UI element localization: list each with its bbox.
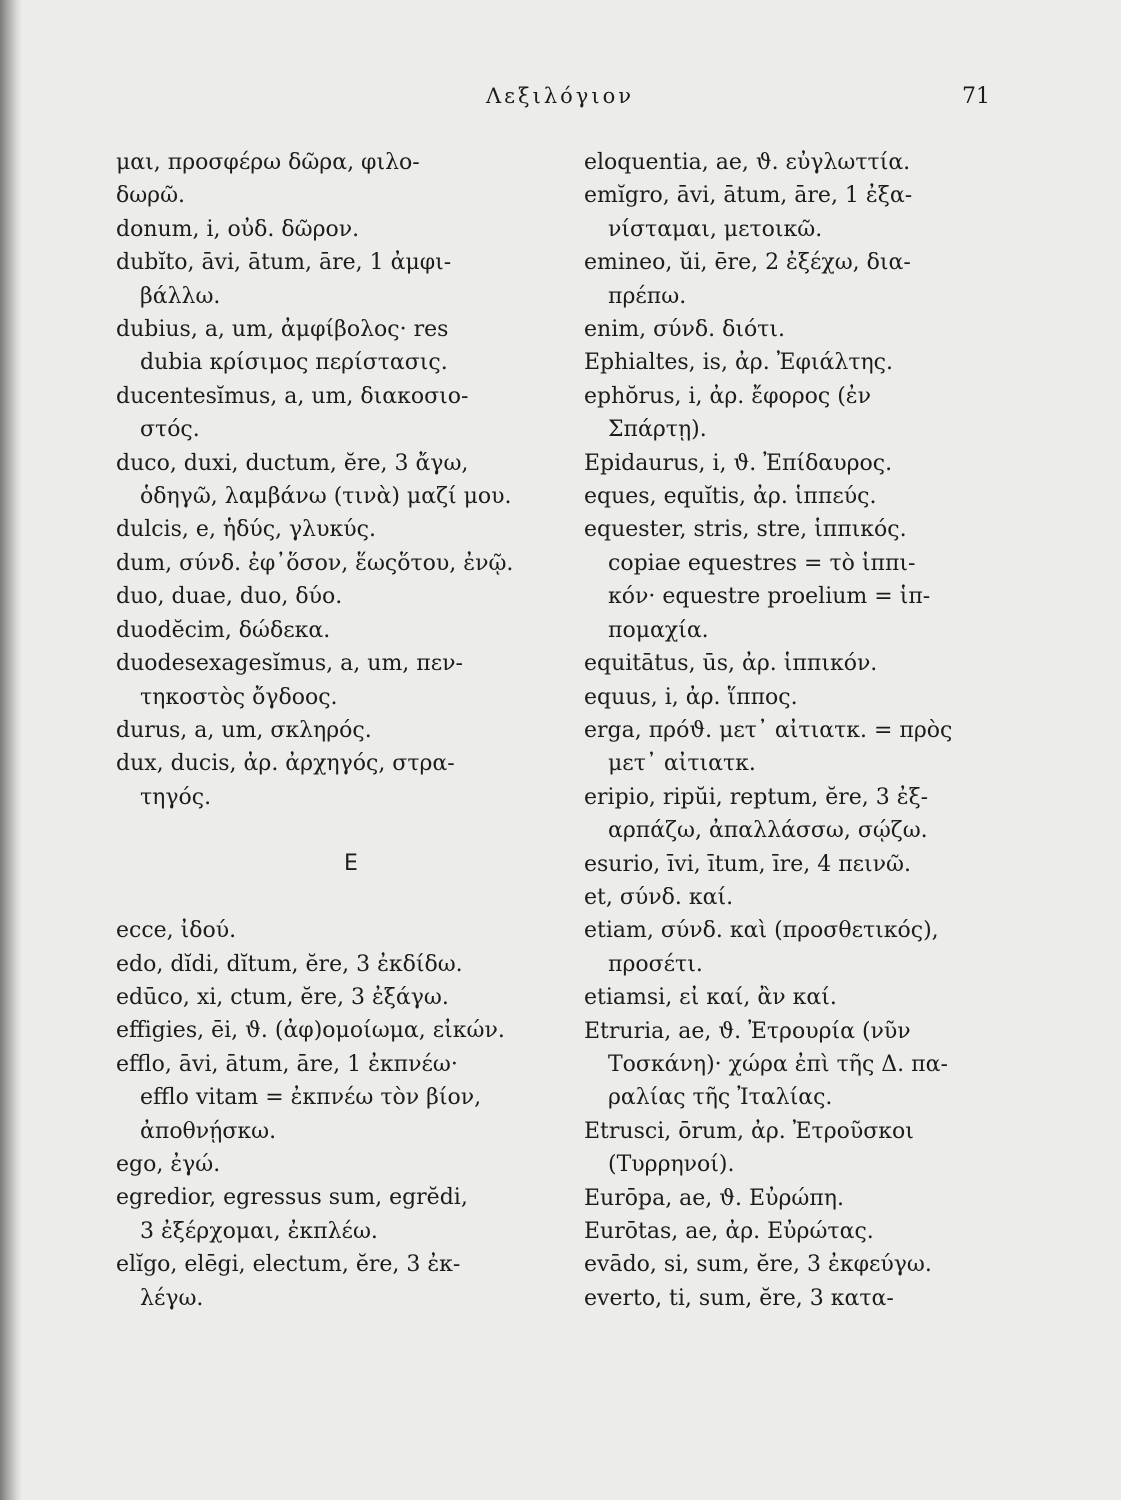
dictionary-entry: dum, σύνδ. ἐφ᾽ὅσον, ἕωςὅτου, ἐνῷ. <box>116 550 514 576</box>
dictionary-entry: durus, a, um, σκληρός. <box>116 717 372 743</box>
left-column <box>116 146 556 1315</box>
dictionary-entry: eripio, ripŭi, reptum, ĕre, 3 ἐξ- αρπάζω, ἀπαλλάσσω, σῴζω. <box>584 784 929 844</box>
dictionary-entry: duo, duae, duo, δύο. <box>116 584 343 610</box>
dictionary-entry: erga, πρόϑ. μετ᾽ αἰτιατκ. = πρὸς μετ᾽ αἰτιατκ. <box>584 717 953 777</box>
dictionary-entry: ego, ἐγώ. <box>116 1151 221 1177</box>
dictionary-entry: edo, dĭdi, dĭtum, ĕre, 3 ἐκδίδω. <box>116 951 463 977</box>
dictionary-entry: emĭgro, āvi, ātum, āre, 1 ἐξα- νίσταμαι, μετοικῶ. <box>584 183 913 242</box>
book-spine-shadow <box>0 0 22 1500</box>
dictionary-entry: Etrusci, ōrum, ἀρ. Ἐτροῦσκοι (Τυρρηνοί). <box>584 1118 914 1178</box>
dictionary-entry: Etruria, ae, ϑ. Ἐτρουρία (νῦν Τοσκάνη)· χώρα ἐπὶ τῆς Δ. πα- ραλίας τῆς Ἰταλίας. <box>584 1018 948 1111</box>
dictionary-entry: enim, σύνδ. διότι. <box>584 317 785 343</box>
dictionary-entry: et, σύνδ. καί. <box>584 884 734 910</box>
dictionary-entry: edūco, xi, ctum, ĕre, 3 ἐξάγω. <box>116 984 449 1010</box>
dictionary-entry: dulcis, e, ἡδύς, γλυκύς. <box>116 517 376 543</box>
dictionary-entry: Epidaurus, i, ϑ. Ἐπίδαυρος. <box>584 450 893 476</box>
right-column <box>584 146 1004 1315</box>
dictionary-entry: evādo, si, sum, ĕre, 3 ἐκφεύγω. <box>584 1252 932 1278</box>
dictionary-entry: dubĭto, āvi, ātum, āre, 1 ἀμφι- βάλλω. <box>116 250 452 309</box>
dictionary-entry: effigies, ēi, ϑ. (ἀφ)ομοίωμα, εἰκών. <box>116 1018 505 1044</box>
dictionary-entry: Ephialtes, is, ἀρ. Ἐφιάλτης. <box>584 350 893 376</box>
dictionary-entry: efflo, āvi, ātum, āre, 1 ἐκπνέω· efflo vitam = ἐκπνέω τὸν βίον, ἀποθνῄσκω. <box>116 1051 482 1144</box>
dictionary-entry: duodĕcim, δώδεκα. <box>116 617 331 643</box>
dictionary-entry: duodesexagesĭmus, a, um, πεν- τηκοστὸς ὄγδοος. <box>116 651 463 710</box>
dictionary-entry: equus, i, ἀρ. ἵππος. <box>584 684 798 710</box>
dictionary-entry: equester, stris, stre, ἱππικός. copiae equestres = τὸ ἱππι- κόν· equestre proelium = ἱπ- πομαχία. <box>584 517 931 643</box>
dictionary-entry: emineo, ŭi, ēre, 2 ἐξέχω, δια- πρέπω. <box>584 250 911 309</box>
dictionary-entry: Eurōtas, ae, ἀρ. Εὐρώτας. <box>584 1219 874 1244</box>
running-head: Λεξιλόγιον <box>486 84 634 108</box>
dictionary-entry: equitātus, ūs, ἀρ. ἱππικόν. <box>584 651 878 677</box>
dictionary-entry: Eurōpa, ae, ϑ. Εὐρώπη. <box>584 1185 844 1211</box>
dictionary-entry: dubius, a, um, ἀμφίβολος· res dubia κρίσιμος περίστασις. <box>116 317 449 376</box>
dictionary-entry: ecce, ἰδού. <box>116 918 237 944</box>
dictionary-entry: esurio, īvi, ītum, īre, 4 πεινῶ. <box>584 851 911 877</box>
dictionary-entry: eques, equĭtis, ἀρ. ἱππεύς. <box>584 484 877 510</box>
dictionary-entry: egredior, egressus sum, egrĕdi, 3 ἐξέρχομαι, ἐκπλέω. <box>116 1185 468 1244</box>
dictionary-entry: dux, ducis, ἀρ. ἀρχηγός, στρα- τηγός. <box>116 751 455 810</box>
dictionary-entry: elĭgo, elēgi, electum, ĕre, 3 ἐκ- λέγω. <box>116 1252 461 1311</box>
page-number: 71 <box>962 84 990 109</box>
dictionary-entry: ducentesĭmus, a, um, διακοσιο- στός. <box>116 383 469 443</box>
dictionary-entry-continuation: μαι, προσφέρω δῶρα, φιλο- δωρῶ. <box>116 150 420 209</box>
dictionary-entry: donum, i, οὐδ. δῶρον. <box>116 216 360 242</box>
dictionary-entry: duco, duxi, ductum, ĕre, 3 ἄγω, ὁδηγῶ, λαμβάνω (τινὰ) μαζί μου. <box>116 450 512 510</box>
dictionary-entry: eloquentia, ae, ϑ. εὐγλωττία. <box>584 150 911 175</box>
dictionary-entry: everto, ti, sum, ĕre, 3 κατα- <box>584 1285 894 1311</box>
section-letter-heading: E <box>344 851 358 877</box>
dictionary-entry: etiamsi, εἰ καί, ἂν καί. <box>584 985 837 1011</box>
dictionary-entry: etiam, σύνδ. καὶ (προσθετικός), προσέτι. <box>584 918 939 977</box>
dictionary-entry: ephŏrus, i, ἀρ. ἔφορος (ἐν Σπάρτῃ). <box>584 383 871 443</box>
